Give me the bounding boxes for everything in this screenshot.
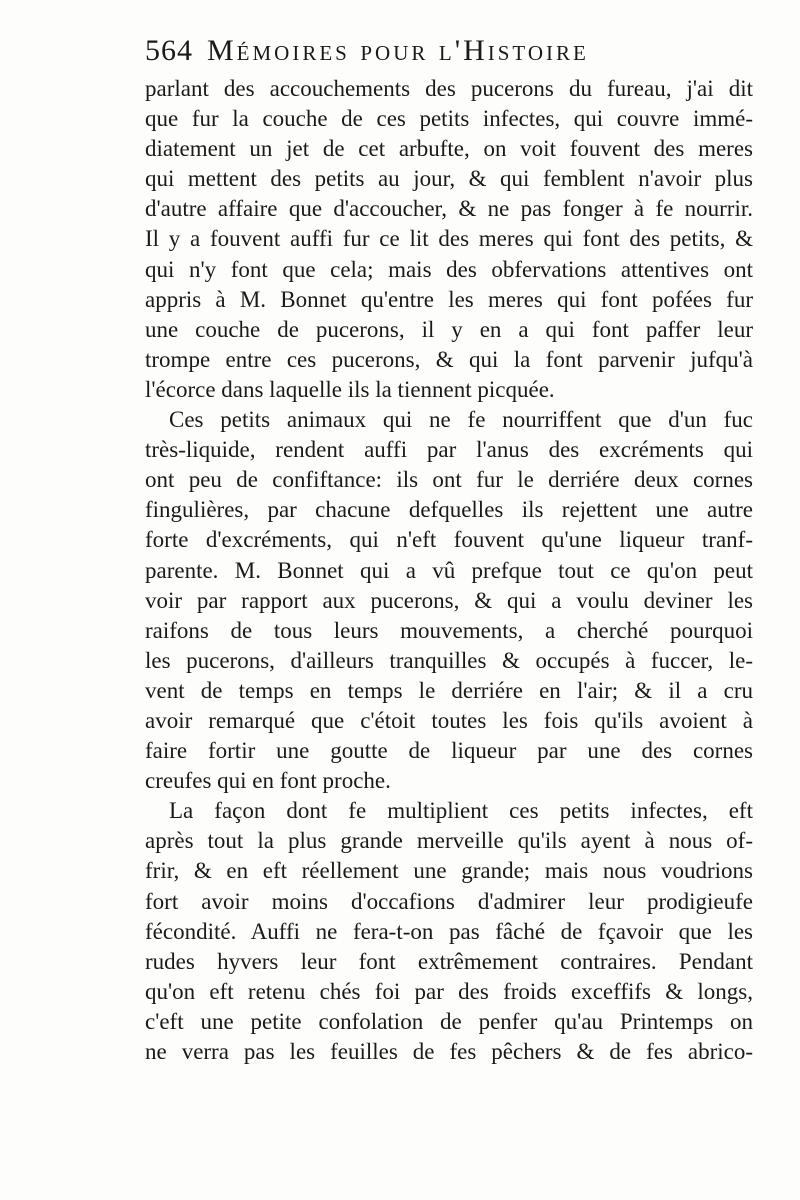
text-line: appris à M. Bonnet qu'entre les meres qui font pofées fur (145, 286, 753, 312)
text-line: parente. M. Bonnet qui a vû prefque tout ce qu'on peut (145, 557, 753, 583)
text-line: frir, & en eft réellement une grande; mais nous voudrions (145, 858, 753, 884)
text-line: qui mettent des petits au jour, & qui femblent n'avoir plus (145, 166, 753, 192)
text-line: La façon dont fe multiplient ces petits infectes, eft (169, 798, 753, 824)
text-line: rudes hyvers leur font extrêmement contraires. Pendant (145, 948, 753, 974)
text-line: d'autre affaire que d'accoucher, & ne pas fonger à fe nourrir. (145, 196, 753, 222)
text-line: après tout la plus grande merveille qu'ils ayent à nous of- (145, 828, 753, 854)
running-title: Mémoires pour l'Histoire (207, 34, 589, 67)
text-line: voir par rapport aux pucerons, & qui a voulu deviner les (145, 587, 753, 613)
text-line: creufes qui en font proche. (145, 768, 391, 794)
text-line: ont peu de confiftance: ils ont fur le derriére deux cornes (145, 467, 753, 493)
text-line: très-liquide, rendent auffi par l'anus des excréments qui (145, 437, 753, 463)
running-head (145, 28, 745, 74)
text-line: diatement un jet de cet arbufte, on voit fouvent des meres (145, 136, 753, 162)
text-line: qu'on eft retenu chés foi par des froids exceffifs & longs, (145, 978, 753, 1004)
text-line: forte d'excréments, qui n'eft fouvent qu'une liqueur tranf- (145, 527, 753, 553)
text-line: l'écorce dans laquelle ils la tiennent picquée. (145, 376, 555, 402)
page-number: 564 (145, 34, 193, 67)
text-line: raifons de tous leurs mouvements, a cherché pourquoi (145, 617, 753, 643)
text-line: vent de temps en temps le derriére en l'air; & il a cru (145, 677, 753, 703)
text-line: c'eft une petite confolation de penfer qu'au Printemps on (145, 1008, 753, 1034)
text-line: faire fortir une goutte de liqueur par une des cornes (145, 738, 753, 764)
text-line: parlant des accouchements des pucerons du fureau, j'ai dit (145, 76, 753, 101)
text-line: trompe entre ces pucerons, & qui la font parvenir jufqu'à (145, 346, 753, 372)
text-line: Il y a fouvent auffi fur ce lit des meres qui font des petits, & (145, 226, 753, 252)
text-line: qui n'y font que cela; mais des obfervations attentives ont (145, 256, 753, 282)
text-line: avoir remarqué que c'étoit toutes les fois qu'ils avoient à (145, 707, 753, 733)
text-line: fingulières, par chacune defquelles ils rejettent une autre (145, 497, 753, 523)
text-line: une couche de pucerons, il y en a qui font paffer leur (145, 316, 753, 342)
text-line: ne verra pas les feuilles de fes pêchers & de fes abrico- (145, 1039, 753, 1064)
text-line: que fur la couche de ces petits infectes, qui couvre immé- (145, 106, 753, 132)
text-line: fécondité. Auffi ne fera-t-on pas fâché de fçavoir que les (145, 918, 753, 944)
text-line: Ces petits animaux qui ne fe nourriffent que d'un fuc (169, 407, 753, 433)
text-line: les pucerons, d'ailleurs tranquilles & occupés à fuccer, le- (145, 647, 753, 673)
text-line: fort avoir moins d'occafions d'admirer leur prodigieufe (145, 888, 753, 914)
body-text (145, 74, 753, 1067)
